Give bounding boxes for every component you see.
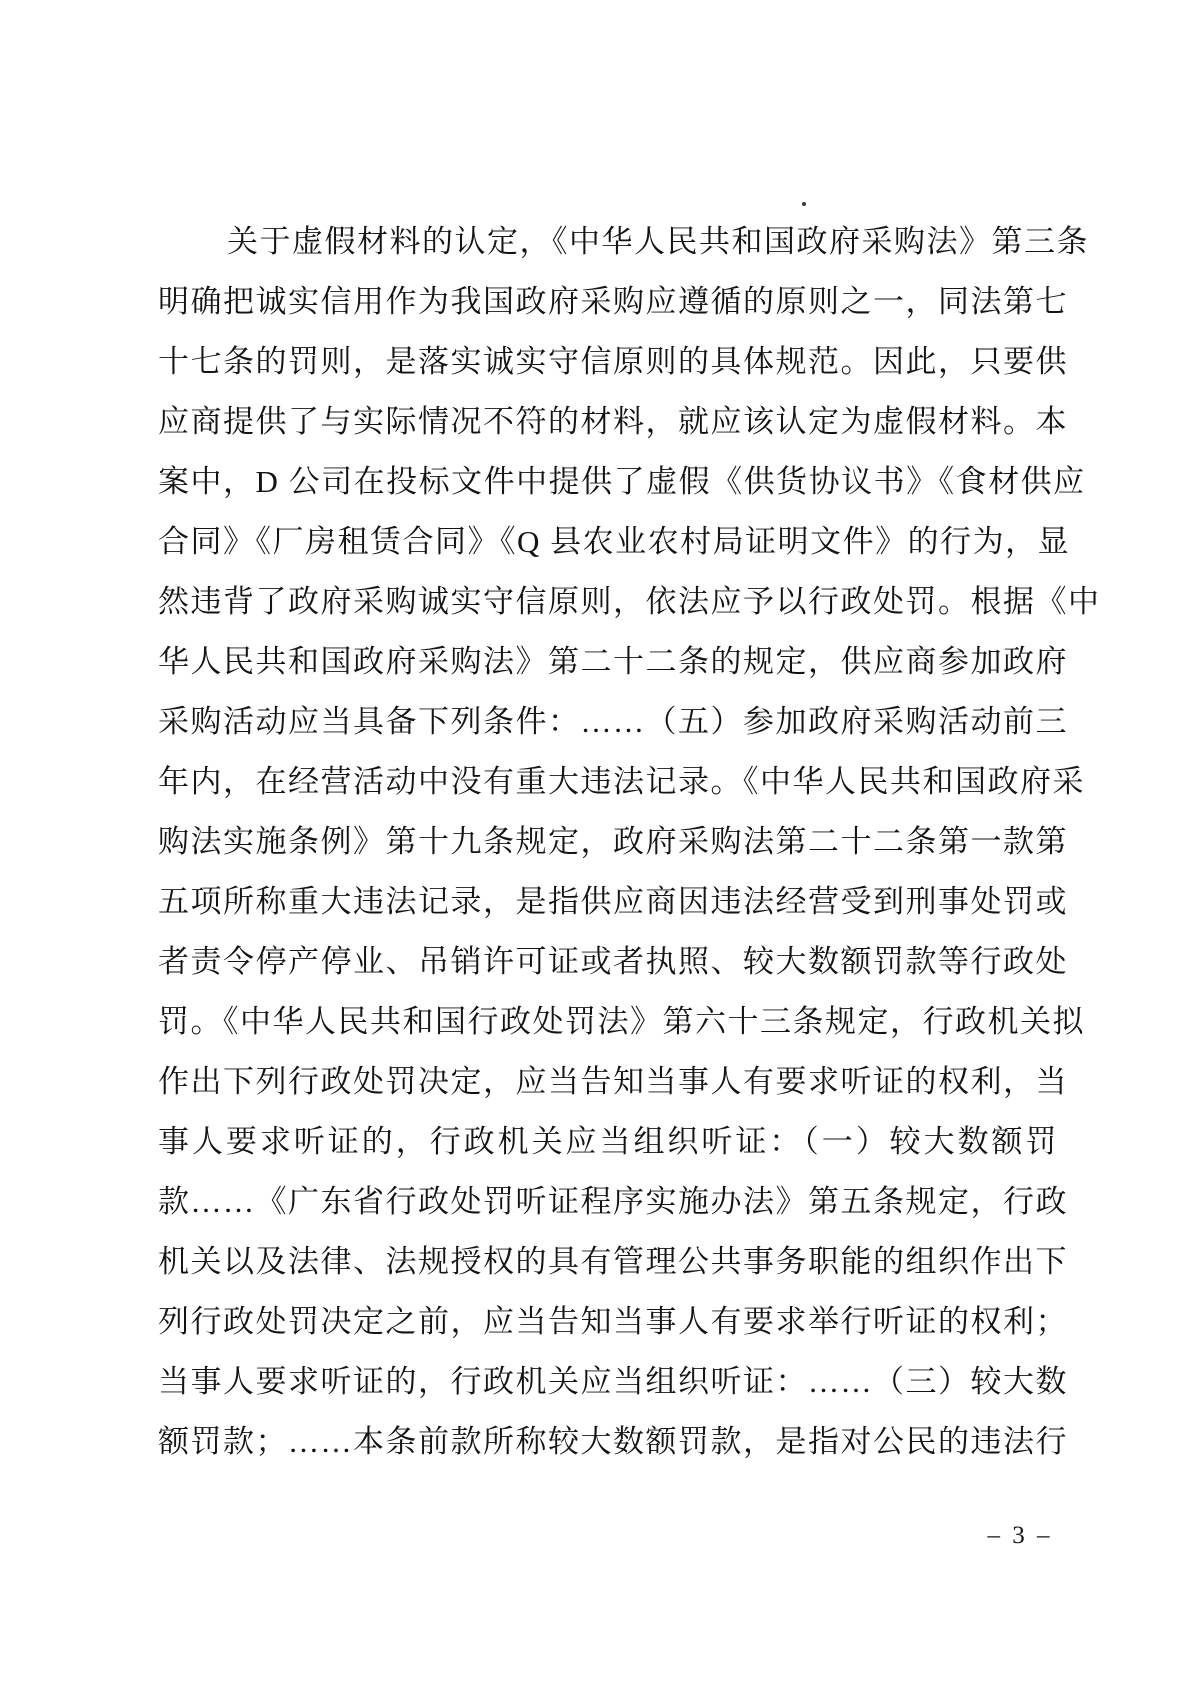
text-line: 然违背了政府采购诚实守信原则，依法应予以行政处罚。根据《中 bbox=[158, 584, 1101, 619]
text-line: 应商提供了与实际情况不符的材料，就应该认定为虚假材料。本 bbox=[158, 404, 1068, 439]
text-line: 者责令停产停业、吊销许可证或者执照、较大数额罚款等行政处 bbox=[158, 944, 1068, 979]
scan-artifact-dot bbox=[802, 202, 806, 206]
text-line: 明确把诚实信用作为我国政府采购应遵循的原则之一，同法第七 bbox=[158, 284, 1068, 319]
text-line: 十七条的罚则，是落实诚实守信原则的具体规范。因此，只要供 bbox=[158, 344, 1068, 379]
text-line: 机关以及法律、法规授权的具有管理公共事务职能的组织作出下 bbox=[158, 1244, 1068, 1279]
text-line: 年内，在经营活动中没有重大违法记录。《中华人民共和国政府采 bbox=[158, 764, 1085, 799]
page-number: – 3 – bbox=[987, 1522, 1053, 1549]
text-line: 罚。《中华人民共和国行政处罚法》第六十三条规定，行政机关拟 bbox=[158, 1004, 1085, 1039]
text-line: 购法实施条例》第十九条规定，政府采购法第二十二条第一款第 bbox=[158, 824, 1068, 859]
text-line: 关于虚假材料的认定，《中华人民共和国政府采购法》第三条 bbox=[227, 224, 1089, 259]
text-line: 作出下列行政处罚决定，应当告知当事人有要求听证的权利，当 bbox=[158, 1064, 1068, 1099]
text-line: 款……《广东省行政处罚听证程序实施办法》第五条规定，行政 bbox=[158, 1184, 1068, 1219]
text-line: 华人民共和国政府采购法》第二十二条的规定，供应商参加政府 bbox=[158, 644, 1068, 679]
text-line: 合同》《厂房租赁合同》《Q 县农业农村局证明文件》的行为，显 bbox=[158, 524, 1071, 559]
text-line: 案中，D 公司在投标文件中提供了虚假《供货协议书》《食材供应 bbox=[158, 464, 1086, 499]
text-line: 额罚款；……本条前款所称较大数额罚款，是指对公民的违法行 bbox=[158, 1424, 1068, 1459]
text-line: 五项所称重大违法记录，是指供应商因违法经营受到刑事处罚或 bbox=[158, 884, 1068, 919]
text-line: 采购活动应当具备下列条件：……（五）参加政府采购活动前三 bbox=[158, 704, 1068, 739]
document-body bbox=[158, 212, 1101, 1472]
text-line: 事人要求听证的，行政机关应当组织听证：（一）较大数额罚 bbox=[158, 1124, 1058, 1159]
text-line: 当事人要求听证的，行政机关应当组织听证：……（三）较大数 bbox=[158, 1364, 1068, 1399]
text-line: 列行政处罚决定之前，应当告知当事人有要求举行听证的权利； bbox=[158, 1304, 1068, 1339]
